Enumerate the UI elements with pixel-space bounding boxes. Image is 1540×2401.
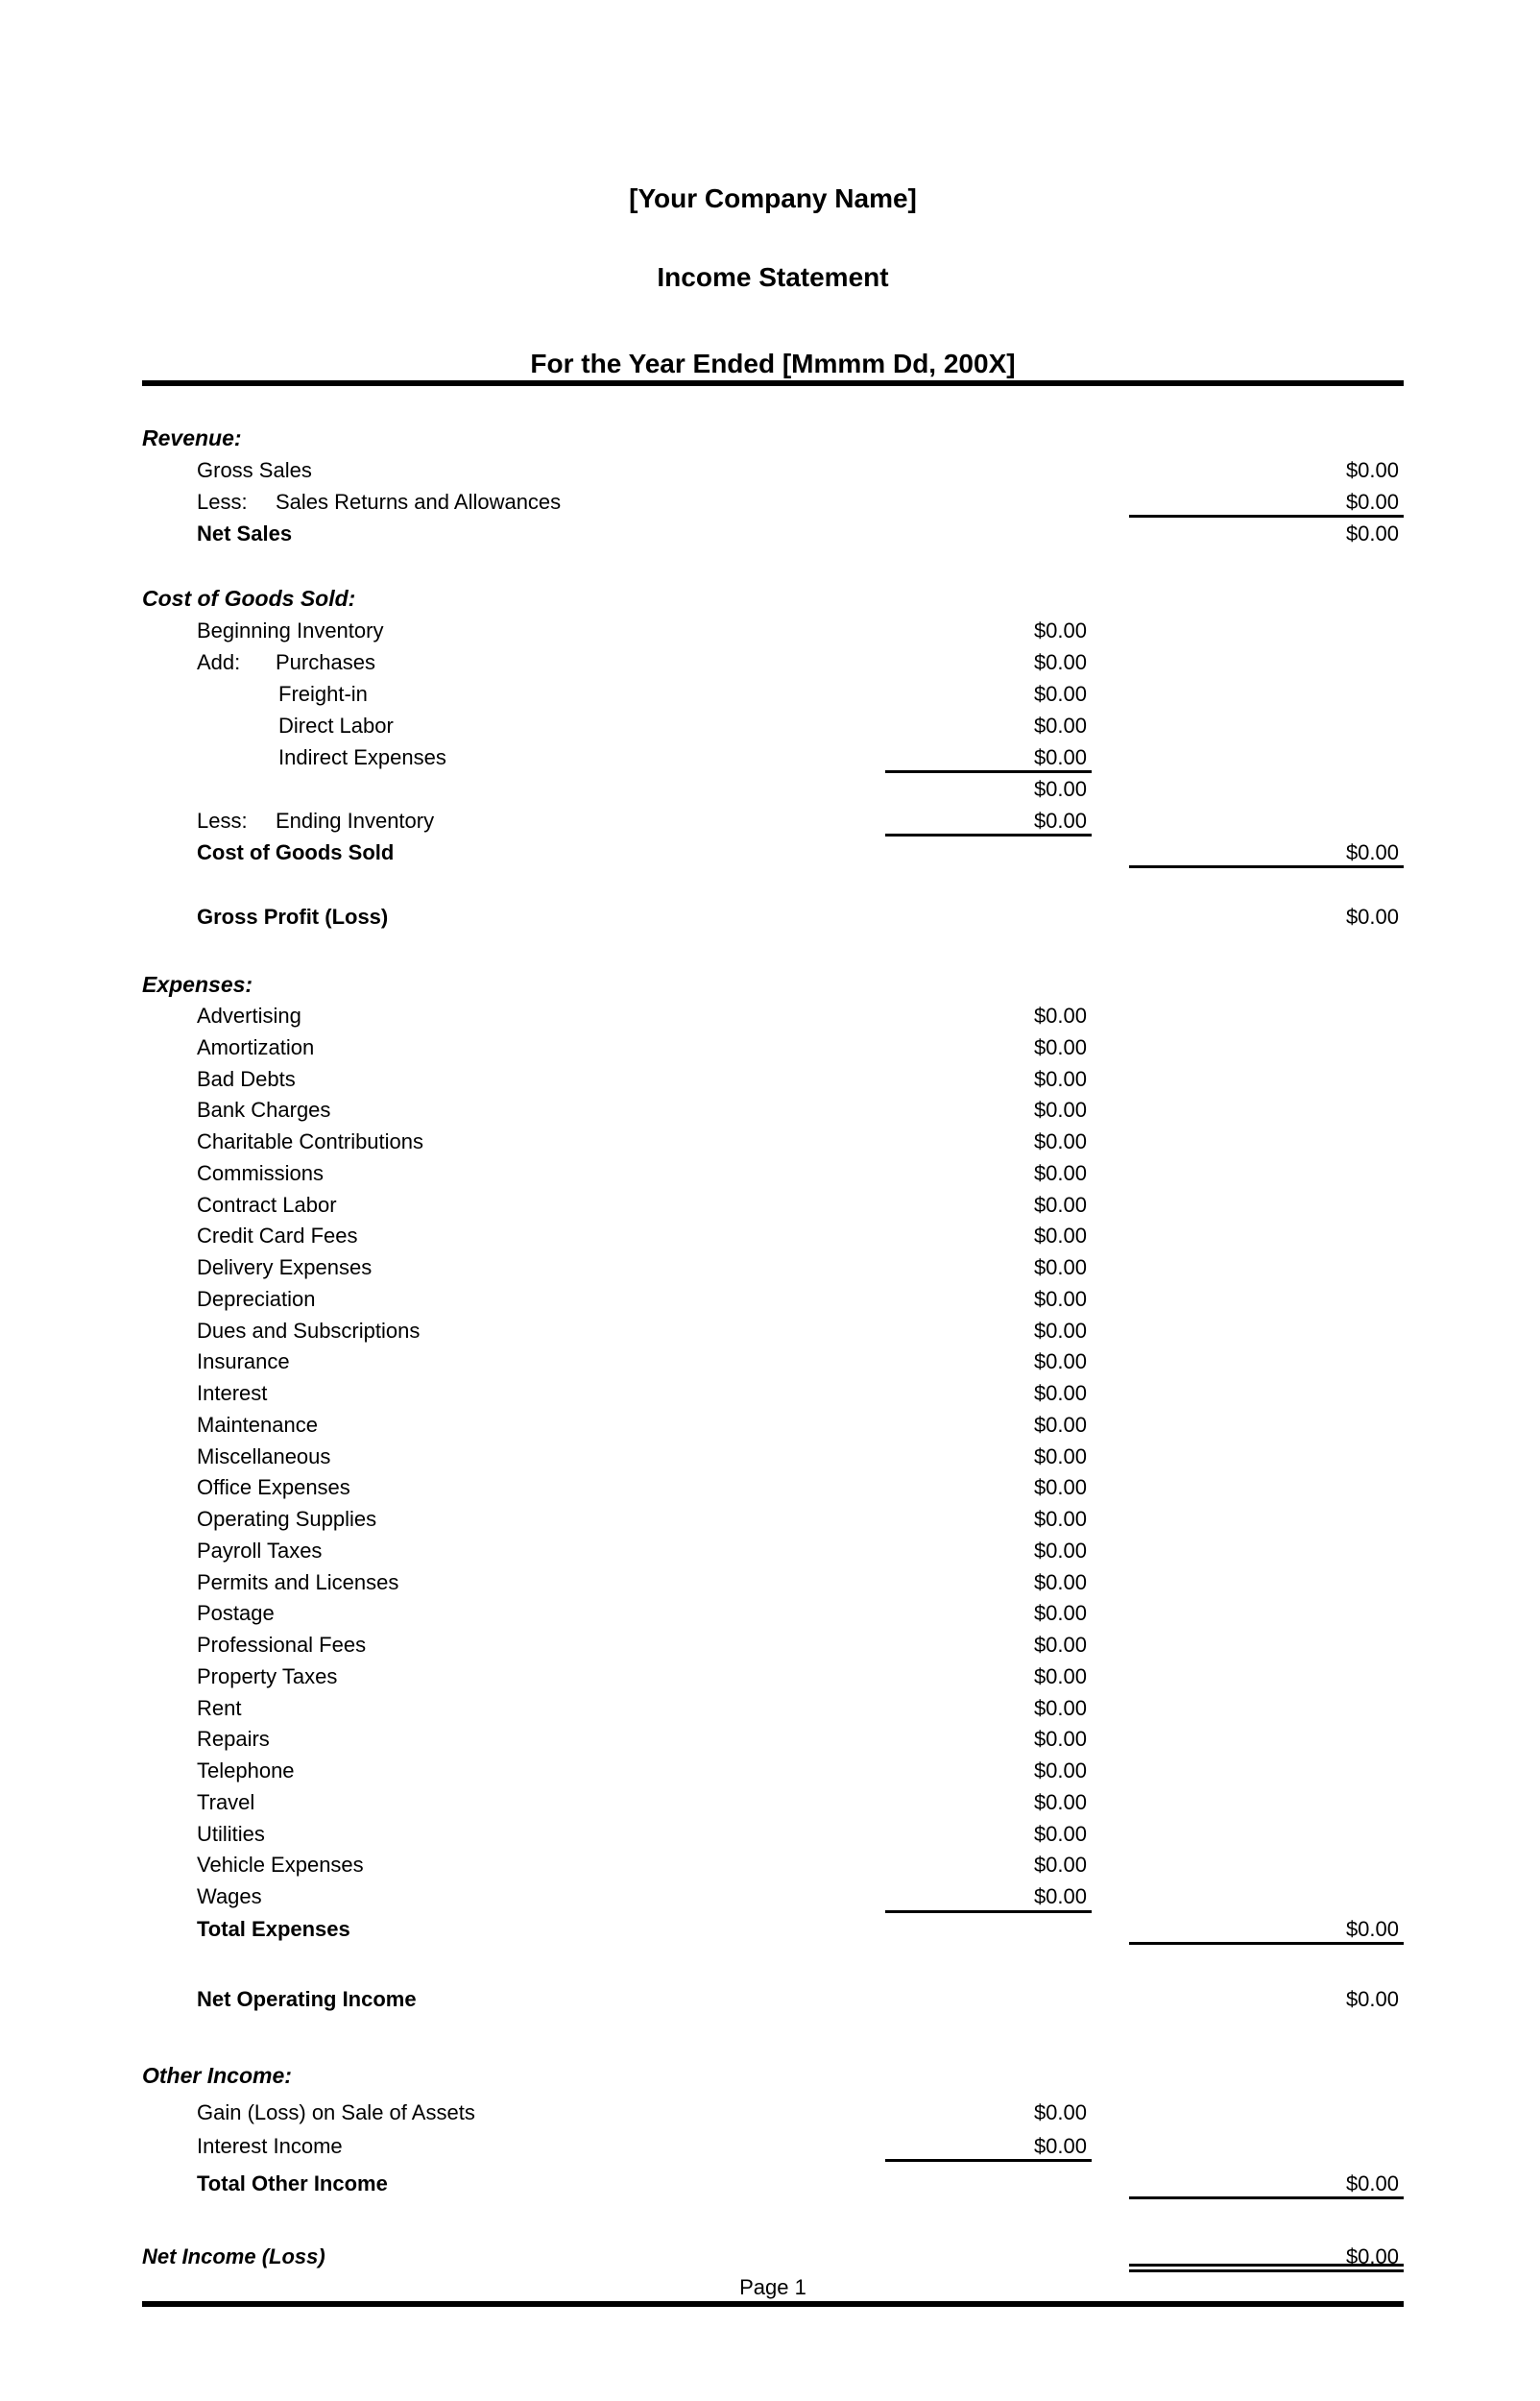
line-item-amount: $0.00 xyxy=(1033,1004,1087,1028)
line-item-label: Total Expenses xyxy=(197,1916,350,1941)
line-item-label: Interest Income xyxy=(197,2133,343,2158)
line-item-label: Dues and Subscriptions xyxy=(197,1318,421,1343)
row-prefix: Add: xyxy=(197,650,241,674)
line-item-amount: $0.00 xyxy=(1129,837,1404,868)
line-item-label: Indirect Expenses xyxy=(278,745,446,769)
row-gross-profit xyxy=(142,901,1404,933)
line-item-amount: $0.00 xyxy=(1345,458,1399,482)
line-item-amount: $0.00 xyxy=(1345,521,1399,546)
line-item-amount: $0.00 xyxy=(1129,1913,1404,1945)
row-cogs-total xyxy=(142,837,1404,868)
line-item-amount: $0.00 xyxy=(1033,1034,1087,1059)
row-net-sales xyxy=(142,518,1404,549)
expense-row xyxy=(142,1630,1404,1661)
expense-row xyxy=(142,1346,1404,1378)
line-item-label: Gain (Loss) on Sale of Assets xyxy=(197,2099,475,2124)
line-item-label xyxy=(142,805,885,837)
expense-row xyxy=(142,1724,1404,1756)
section-heading-cogs xyxy=(142,583,1404,615)
expense-row xyxy=(142,1410,1404,1442)
row-total-other-income xyxy=(142,2168,1404,2199)
line-item-label: Amortization xyxy=(197,1034,315,1059)
line-item-label-text: Sales Returns and Allowances xyxy=(276,490,562,514)
line-item-amount: $0.00 xyxy=(885,741,1092,773)
line-item-label-text: Purchases xyxy=(276,650,375,674)
line-item-label: Gross Profit (Loss) xyxy=(197,905,389,929)
expense-row xyxy=(142,1064,1404,1096)
footer-rule xyxy=(142,2301,1404,2307)
row-sales-returns xyxy=(142,486,1404,518)
line-item-amount: $0.00 xyxy=(1033,1507,1087,1531)
row-interest-income xyxy=(142,2130,1404,2162)
section-heading-label: Revenue: xyxy=(142,425,242,450)
row-net-income xyxy=(142,2241,1404,2272)
row-gross-sales xyxy=(142,454,1404,486)
expense-row xyxy=(142,1787,1404,1819)
line-item-label: Beginning Inventory xyxy=(197,618,384,643)
line-item-label: Rent xyxy=(197,1695,242,1720)
expense-row xyxy=(142,1127,1404,1158)
expense-row xyxy=(142,1693,1404,1725)
line-item-amount: $0.00 xyxy=(1033,1098,1087,1123)
line-item-label: Delivery Expenses xyxy=(197,1255,373,1279)
line-item-amount: $0.00 xyxy=(1033,1129,1087,1153)
section-heading-revenue xyxy=(142,423,1404,454)
line-item-label: Permits and Licenses xyxy=(197,1569,399,1594)
line-item-amount: $0.00 xyxy=(1033,1663,1087,1688)
line-item-label: Office Expenses xyxy=(197,1475,350,1500)
expense-row xyxy=(142,1221,1404,1252)
line-item-amount: $0.00 xyxy=(1345,1986,1399,2011)
line-item-label: Gross Sales xyxy=(197,458,312,482)
line-item-amount: $0.00 xyxy=(1033,1569,1087,1594)
expense-row xyxy=(142,1819,1404,1851)
expense-row xyxy=(142,1881,1404,1913)
line-item-amount: $0.00 xyxy=(1033,1853,1087,1878)
line-item-amount: $0.00 xyxy=(1033,1727,1087,1752)
line-item-label: Maintenance xyxy=(197,1412,318,1437)
line-item-label: Bank Charges xyxy=(197,1098,331,1123)
expense-row xyxy=(142,1378,1404,1410)
line-item-amount: $0.00 xyxy=(1033,1695,1087,1720)
line-item-label: Commissions xyxy=(197,1160,325,1185)
title-block xyxy=(142,0,1404,379)
expense-row xyxy=(142,1472,1404,1504)
row-indirect-expenses xyxy=(142,741,1404,773)
line-item-label: Charitable Contributions xyxy=(197,1129,424,1153)
line-item-amount: $0.00 xyxy=(1033,777,1087,801)
expense-row xyxy=(142,1284,1404,1316)
line-item-label: Net Operating Income xyxy=(197,1986,417,2011)
line-item-label: Contract Labor xyxy=(197,1192,337,1217)
line-item-amount: $0.00 xyxy=(885,1881,1092,1913)
section-heading-label: Cost of Goods Sold: xyxy=(142,586,356,611)
line-item-amount: $0.00 xyxy=(1033,1224,1087,1249)
section-heading-label: Other Income: xyxy=(142,2062,292,2088)
expense-row xyxy=(142,1536,1404,1567)
section-heading-expenses xyxy=(142,969,1404,1001)
row-freight-in xyxy=(142,678,1404,710)
line-item-label: Vehicle Expenses xyxy=(197,1853,364,1878)
line-item-label: Freight-in xyxy=(278,682,368,706)
line-item-amount: $0.00 xyxy=(1033,1318,1087,1343)
header-rule xyxy=(142,380,1404,386)
line-item-label: Total Other Income xyxy=(197,2171,388,2195)
expense-row xyxy=(142,1032,1404,1064)
line-item-label: Telephone xyxy=(197,1758,295,1783)
line-item-amount: $0.00 xyxy=(1033,1192,1087,1217)
row-prefix: Less: xyxy=(197,490,248,514)
expense-row xyxy=(142,1190,1404,1222)
line-item-label: Net Sales xyxy=(197,521,293,546)
line-item-amount: $0.00 xyxy=(1033,650,1087,674)
line-item-label: Net Income (Loss) xyxy=(142,2243,325,2268)
line-item-label: Depreciation xyxy=(197,1286,316,1311)
line-item-amount: $0.00 xyxy=(1033,1160,1087,1185)
row-beginning-inventory xyxy=(142,615,1404,646)
line-item-amount: $0.00 xyxy=(1033,1758,1087,1783)
line-item-label: Repairs xyxy=(197,1727,270,1752)
line-item-amount: $0.00 xyxy=(1033,1349,1087,1374)
line-item-amount: $0.00 xyxy=(1033,1601,1087,1626)
line-item-label xyxy=(142,486,885,518)
line-item-label: Wages xyxy=(197,1884,262,1908)
line-item-label: Bad Debts xyxy=(197,1066,296,1091)
line-item-label: Advertising xyxy=(197,1004,301,1028)
expense-row xyxy=(142,1567,1404,1599)
line-item-amount: $0.00 xyxy=(1033,1255,1087,1279)
row-ending-inventory xyxy=(142,805,1404,837)
line-item-amount: $0.00 xyxy=(1033,618,1087,643)
row-gain-on-sale xyxy=(142,2096,1404,2130)
expense-row xyxy=(142,1756,1404,1787)
period-line: For the Year Ended [Mmmm Dd, 200X] xyxy=(530,349,1016,378)
line-item-label: Utilities xyxy=(197,1821,265,1846)
line-item-amount: $0.00 xyxy=(1033,1286,1087,1311)
expense-list xyxy=(142,1001,1404,1913)
line-item-label: Credit Card Fees xyxy=(197,1224,358,1249)
line-item-amount: $0.00 xyxy=(1033,1412,1087,1437)
line-item-amount: $0.00 xyxy=(1033,714,1087,738)
expense-row xyxy=(142,1442,1404,1473)
expense-row xyxy=(142,1504,1404,1536)
section-heading-other-income xyxy=(142,2060,1404,2092)
line-item-amount: $0.00 xyxy=(1129,2241,1404,2272)
footer-page-number: Page 1 xyxy=(739,2274,806,2299)
line-item-label: Property Taxes xyxy=(197,1663,338,1688)
row-net-operating-income xyxy=(142,1983,1404,2015)
section-heading-label: Expenses: xyxy=(142,972,253,997)
row-purchases xyxy=(142,646,1404,678)
line-item-amount: $0.00 xyxy=(1033,1475,1087,1500)
line-item-label: Travel xyxy=(197,1789,255,1814)
line-item-amount: $0.00 xyxy=(1033,682,1087,706)
expense-row xyxy=(142,1850,1404,1881)
line-item-label: Payroll Taxes xyxy=(197,1538,323,1563)
expense-row xyxy=(142,1001,1404,1032)
line-item-label: Professional Fees xyxy=(197,1633,367,1657)
row-total-expenses xyxy=(142,1913,1404,1945)
line-item-amount: $0.00 xyxy=(1129,2168,1404,2199)
line-item-label xyxy=(142,646,885,678)
document-title: Income Statement xyxy=(657,262,889,292)
line-item-amount: $0.00 xyxy=(1345,905,1399,929)
row-direct-labor xyxy=(142,710,1404,741)
line-item-amount: $0.00 xyxy=(1033,1538,1087,1563)
row-prefix: Less: xyxy=(197,809,248,833)
expense-row xyxy=(142,1598,1404,1630)
line-item-label: Direct Labor xyxy=(278,714,394,738)
expense-row xyxy=(142,1252,1404,1284)
line-item-amount: $0.00 xyxy=(885,805,1092,837)
line-item-amount: $0.00 xyxy=(885,2130,1092,2162)
line-item-label: Cost of Goods Sold xyxy=(197,840,395,864)
expense-row xyxy=(142,1095,1404,1127)
row-cogs-subtotal xyxy=(142,773,1404,805)
line-item-amount: $0.00 xyxy=(1033,1443,1087,1468)
line-item-label: Interest xyxy=(197,1381,268,1405)
line-item-amount: $0.00 xyxy=(1033,1633,1087,1657)
print-area xyxy=(142,0,1404,2307)
expense-row xyxy=(142,1158,1404,1190)
line-item-amount: $0.00 xyxy=(1033,2099,1087,2124)
line-item-amount: $0.00 xyxy=(1033,1381,1087,1405)
line-item-label: Postage xyxy=(197,1601,275,1626)
line-item-amount: $0.00 xyxy=(1033,1066,1087,1091)
line-item-label: Miscellaneous xyxy=(197,1443,331,1468)
line-item-amount: $0.00 xyxy=(1129,486,1404,518)
line-item-amount: $0.00 xyxy=(1033,1821,1087,1846)
line-item-label: Insurance xyxy=(197,1349,290,1374)
line-item-label: Operating Supplies xyxy=(197,1507,377,1531)
expense-row xyxy=(142,1316,1404,1347)
expense-row xyxy=(142,1661,1404,1693)
line-item-label-text: Ending Inventory xyxy=(276,809,435,833)
company-name: [Your Company Name] xyxy=(629,183,917,213)
line-item-amount: $0.00 xyxy=(1033,1789,1087,1814)
